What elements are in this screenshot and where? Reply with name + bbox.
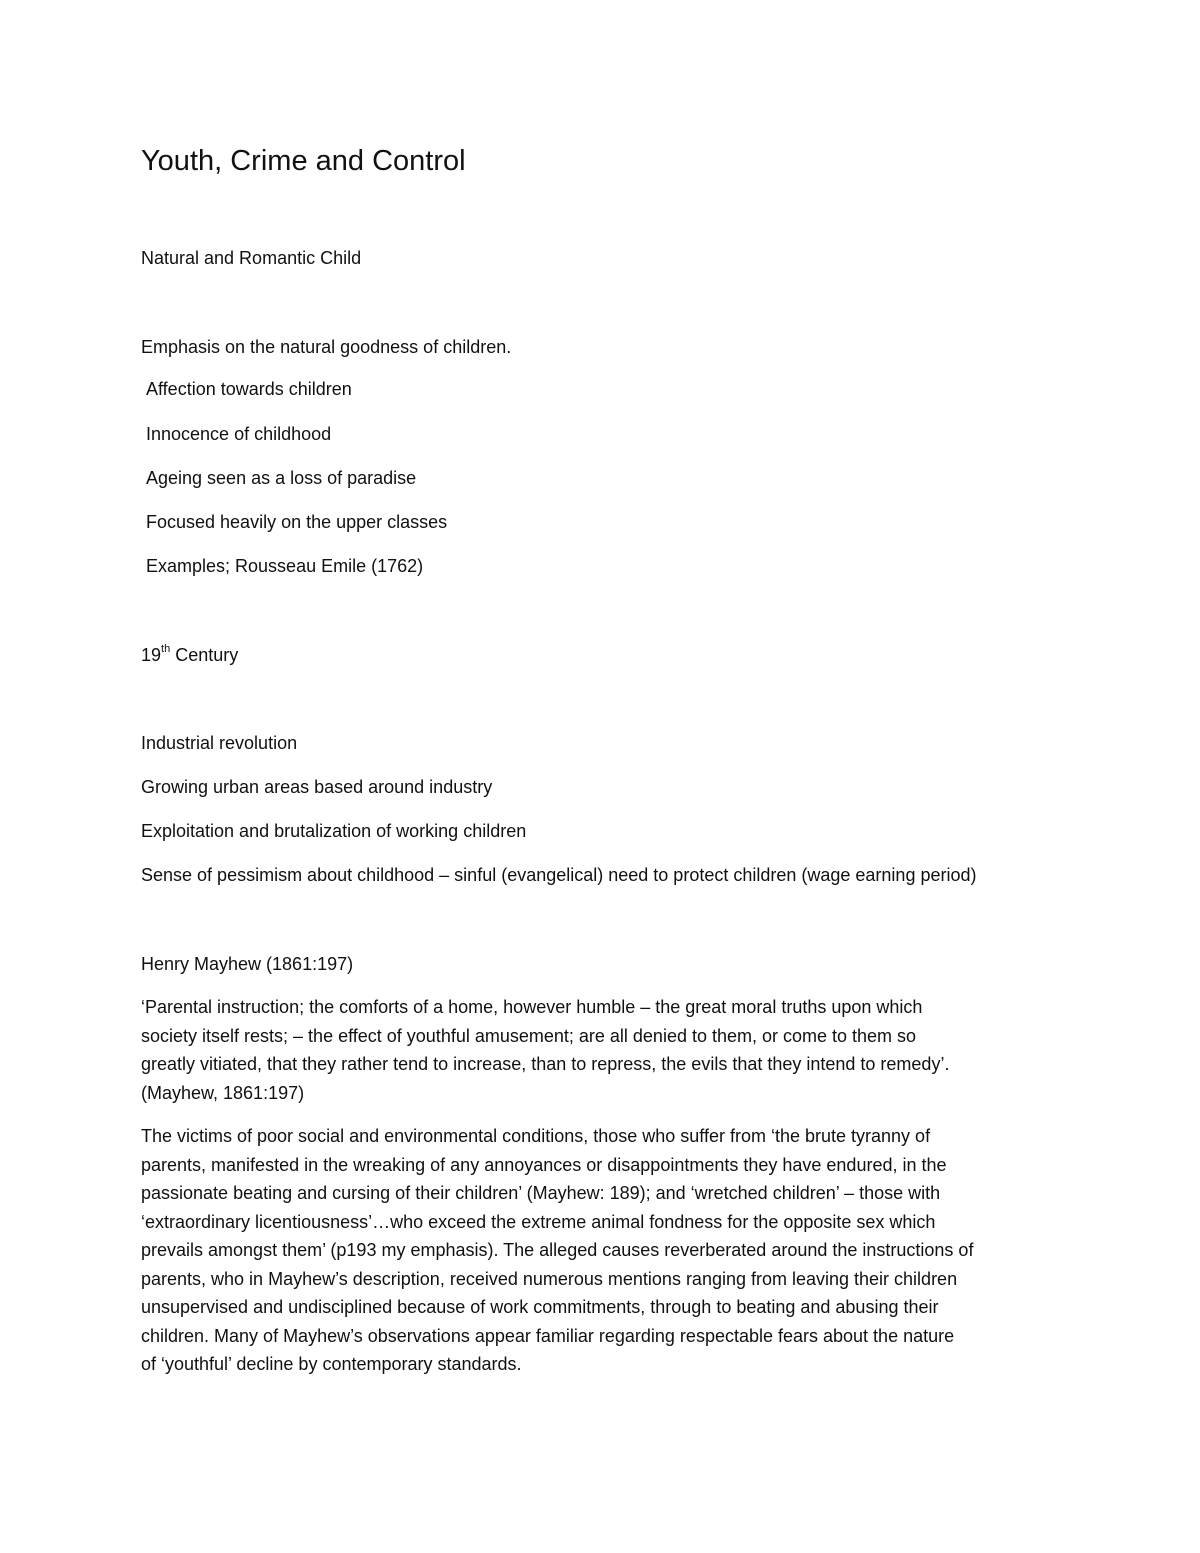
body-line: of ‘youthful’ decline by contemporary standards. (141, 1354, 522, 1374)
list-item: Innocence of childhood (146, 424, 332, 444)
list-item: Examples; Rousseau Emile (1762) (146, 556, 424, 576)
quote-line: greatly vitiated, that they rather tend to increase, than to repress, the evils that they intend to remedy’. (141, 1054, 950, 1074)
section-heading-natural-romantic-child: Natural and Romantic Child (141, 248, 362, 268)
heading-superscript: th (161, 643, 171, 655)
section-heading-henry-mayhew: Henry Mayhew (1861:197) (141, 954, 354, 974)
body-line: passionate beating and cursing of their children’ (Mayhew: 189); and ‘wretched children’ – those with (141, 1183, 941, 1203)
paragraph-line: Exploitation and brutalization of working children (141, 821, 527, 841)
body-line: parents, manifested in the wreaking of any annoyances or disappointments they have endured, in the (141, 1154, 947, 1175)
body-line: The victims of poor social and environmental conditions, those who suffer from ‘the brute tyranny of (141, 1126, 931, 1146)
heading-word: Century (175, 645, 239, 665)
paragraph-line: Growing urban areas based around industry (141, 777, 493, 797)
section-heading-19th-century (141, 643, 238, 667)
list-item: Ageing seen as a loss of paradise (146, 468, 417, 488)
heading-number: 19 (141, 645, 162, 665)
document-title: Youth, Crime and Control (141, 145, 466, 177)
body-line: children. Many of Mayhew’s observations appear familiar regarding respectable fears about the nature (141, 1325, 955, 1346)
body-line: unsupervised and undisciplined because of work commitments, through to beating and abusing their (141, 1297, 939, 1317)
paragraph-line: Sense of pessimism about childhood – sinful (evangelical) need to protect children (wage earning period) (141, 865, 977, 885)
body-paragraph (141, 1122, 1061, 1379)
body-line: ‘extraordinary licentiousness’…who exceed the extreme animal fondness for the opposite sex which (141, 1211, 936, 1232)
body-line: parents, who in Mayhew’s description, received numerous mentions ranging from leaving their children (141, 1268, 958, 1289)
quote-line: society itself rests; – the effect of youthful amusement; are all denied to them, or come to them so (141, 1025, 917, 1046)
quote-citation: (Mayhew, 1861:197) (141, 1082, 305, 1103)
quote-paragraph (141, 993, 1061, 1107)
list-item: Affection towards children (146, 379, 352, 399)
section-intro-text: Emphasis on the natural goodness of children. (141, 337, 512, 357)
body-line: prevails amongst them’ (p193 my emphasis). The alleged causes reverberated around the instructions of (141, 1240, 974, 1260)
paragraph-line: Industrial revolution (141, 733, 298, 753)
list-item: Focused heavily on the upper classes (146, 512, 448, 532)
quote-line: ‘Parental instruction; the comforts of a home, however humble – the great moral truths upon which (141, 997, 923, 1017)
